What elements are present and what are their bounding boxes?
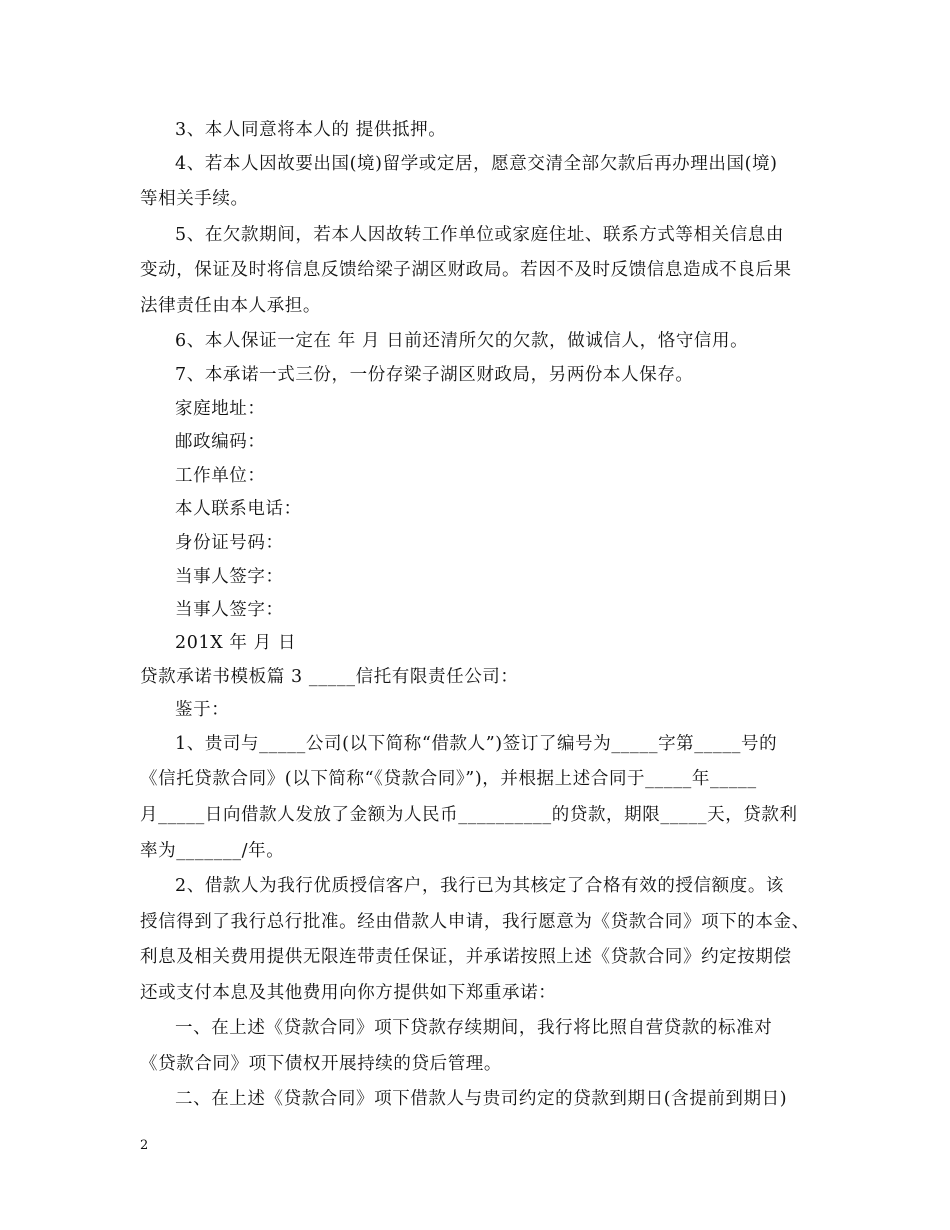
paragraph-line: 一、在上述《贷款合同》项下贷款存续期间，我行将比照自营贷款的标准对 (175, 1018, 773, 1038)
paragraph-line: 利息及相关费用提供无限连带责任保证，并承诺按照上述《贷款合同》约定按期偿 (140, 947, 792, 967)
paragraph-line: 授信得到了我行总行批准。经由借款人申请，我行愿意为《贷款合同》项下的本金、 (140, 912, 810, 932)
paragraph-line: 鉴于： (175, 700, 230, 720)
paragraph-line: 6、本人保证一定在 年 月 日前还清所欠的欠款，做诚信人，恪守信用。 (175, 331, 749, 351)
paragraph-line: 4、若本人因故要出国(境)留学或定居，愿意交清全部欠款后再办理出国(境) (175, 154, 778, 174)
paragraph-line: 月_____日向借款人发放了金额为人民币__________的贷款，期限_____天，贷款利 (140, 805, 798, 825)
paragraph-line: 3、本人同意将本人的 提供抵押。 (175, 120, 447, 140)
paragraph-line: 《贷款合同》项下债权开展持续的贷后管理。 (140, 1054, 502, 1074)
paragraph-line: 等相关手续。 (140, 189, 249, 209)
signature-label: 当事人签字： (175, 567, 284, 587)
paragraph-line: 还或支付本息及其他费用向你方提供如下郑重承诺： (140, 983, 557, 1003)
page-number: 2 (140, 1138, 149, 1153)
paragraph-line: 1、贵司与_____公司(以下简称“借款人”)签订了编号为_____字第_____号的 (175, 734, 778, 754)
paragraph-line: 《信托贷款合同》(以下简称“《贷款合同》”)，并根据上述合同于_____年_____ (140, 769, 757, 789)
form-field-label: 本人联系电话： (175, 499, 302, 519)
paragraph-line: 率为_______/年。 (140, 841, 285, 861)
paragraph-line: 法律责任由本人承担。 (140, 296, 321, 316)
form-field-label: 工作单位： (175, 466, 266, 486)
section-heading: 贷款承诺书模板篇 3 _____信托有限责任公司： (140, 667, 519, 687)
paragraph-line: 5、在欠款期间，若本人因故转工作单位或家庭住址、联系方式等相关信息由 (175, 225, 785, 245)
signature-label: 当事人签字： (175, 600, 284, 620)
paragraph-line: 2、借款人为我行优质授信客户，我行已为其核定了合格有效的授信额度。该 (175, 876, 785, 896)
form-field-label: 家庭地址： (175, 399, 266, 419)
form-field-label: 邮政编码： (175, 432, 266, 452)
paragraph-line: 7、本承诺一式三份，一份存梁子湖区财政局，另两份本人保存。 (175, 365, 694, 385)
date-line: 201X 年 月 日 (175, 633, 297, 653)
paragraph-line: 变动，保证及时将信息反馈给梁子湖区财政局。若因不及时反馈信息造成不良后果 (140, 260, 792, 280)
form-field-label: 身份证号码： (175, 533, 284, 553)
paragraph-line: 二、在上述《贷款合同》项下借款人与贵司约定的贷款到期日(含提前到期日) (175, 1089, 788, 1109)
